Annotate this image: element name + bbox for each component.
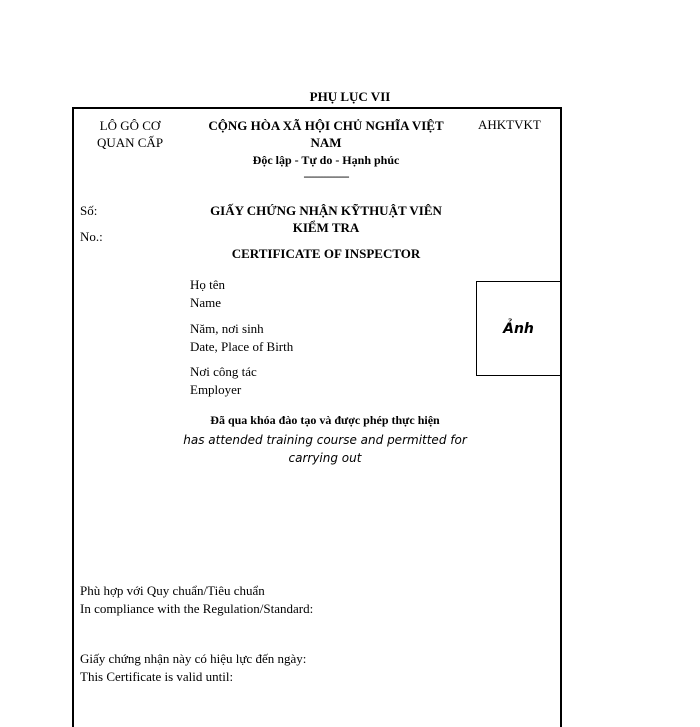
form-code: AHKTVKT [478,117,541,132]
birth-label-vn: Năm, nơi sinh [190,321,264,336]
name-field [190,276,225,312]
employer-label-en: Employer [190,382,242,397]
certificate-title-en: CERTIFICATE OF INSPECTOR [231,246,421,261]
certificate-title-vn [193,202,459,236]
motto-divider: --------------- [303,169,349,183]
compliance-statement [80,582,313,618]
number-label-vn: Số: [80,203,98,218]
national-title [193,117,459,151]
issuing-agency-logo-placeholder [80,117,180,151]
birth-field [190,320,293,356]
employer-label-vn: Nơi công tác [190,364,257,379]
national-motto: Độc lập - Tự do - Hạnh phúc [252,153,400,167]
title-vn-line-2: KIỂM TRA [292,220,360,235]
title-vn-line-1: GIẤY CHỨNG NHẬN KỸTHUẬT VIÊN [210,203,442,218]
nation-line-1: CỘNG HÒA XÃ HỘI CHỦ NGHĨA VIỆT [208,118,444,133]
validity-vn: Giấy chứng nhận này có hiệu lực đến ngày: [80,651,307,666]
name-label-en: Name [190,295,222,310]
compliance-en: In compliance with the Regulation/Standard: [80,601,314,616]
photo-label: Ảnh [503,320,534,337]
photo-box [476,281,561,376]
training-en-line-1: has attended training course and permitted for [183,433,467,447]
training-en-line-2: carrying out [288,451,362,465]
validity-en: This Certificate is valid until: [80,669,234,684]
training-statement-en [180,431,470,467]
number-label-en: No.: [80,229,103,244]
training-statement-vn: Đã qua khóa đào tạo và được phép thực hiện [210,413,440,427]
appendix-label: PHỤ LỤC VII [309,89,391,104]
employer-field [190,363,257,399]
logo-line-1: LÔ GÔ CƠ [99,118,161,133]
nation-line-2: NAM [310,135,342,150]
birth-label-en: Date, Place of Birth [190,339,294,354]
logo-line-2: QUAN CẤP [96,135,164,150]
compliance-vn: Phù hợp với Quy chuẩn/Tiêu chuẩn [80,583,265,598]
validity-statement [80,650,306,686]
name-label-vn: Họ tên [190,277,226,292]
